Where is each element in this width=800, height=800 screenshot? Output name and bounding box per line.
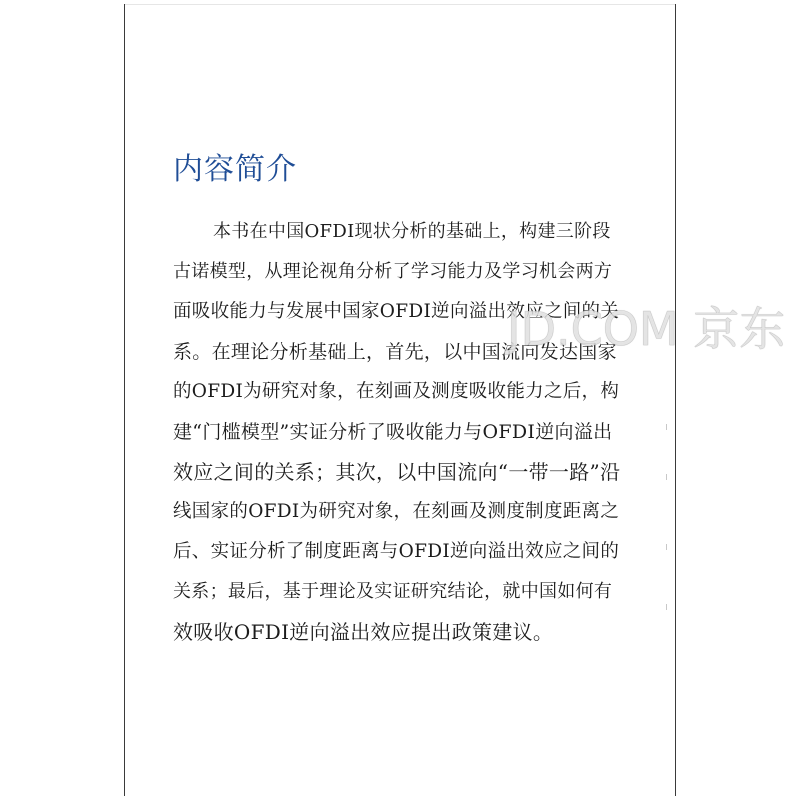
paragraph-line: 线国家的OFDI为研究对象，在刻画及测度制度距离之 [173, 501, 620, 522]
paragraph-line: 面吸收能力与发展中国家OFDI逆向溢出效应之间的关 [173, 301, 620, 322]
paragraph-line: 后、实证分析了制度距离与OFDI逆向溢出效应之间的 [173, 541, 620, 562]
paragraph-line: 古诺模型，从理论视角分析了学习能力及学习机会两方 [173, 261, 613, 282]
page-edge-mark [666, 604, 667, 610]
paragraph-line: 系。在理论分析基础上，首先，以中国流向发达国家 [173, 341, 617, 363]
book-page [124, 4, 786, 796]
paragraph-line: 的OFDI为研究对象，在刻画及测度吸收能力之后，构 [173, 381, 620, 402]
page-edge-mark [666, 474, 667, 480]
paragraph-line: 效应之间的关系；其次，以中国流向“一带一路”沿 [173, 460, 621, 484]
paragraph-line: 建“门槛模型”实证分析了吸收能力与OFDI逆向溢出 [173, 421, 613, 443]
intro-paragraph [173, 212, 621, 652]
page-edge-mark [666, 544, 667, 550]
jd-watermark: JD.COM 京东 [507, 302, 786, 356]
section-heading: 内容简介 [173, 152, 297, 187]
paragraph-line: 关系；最后，基于理论及实证研究结论，就中国如何有 [173, 581, 613, 602]
paragraph-line: 效吸收OFDI逆向溢出效应提出政策建议。 [173, 620, 554, 644]
paragraph-line: 本书在中国OFDI现状分析的基础上，构建三阶段 [213, 221, 611, 242]
page-edge-mark [666, 424, 667, 430]
